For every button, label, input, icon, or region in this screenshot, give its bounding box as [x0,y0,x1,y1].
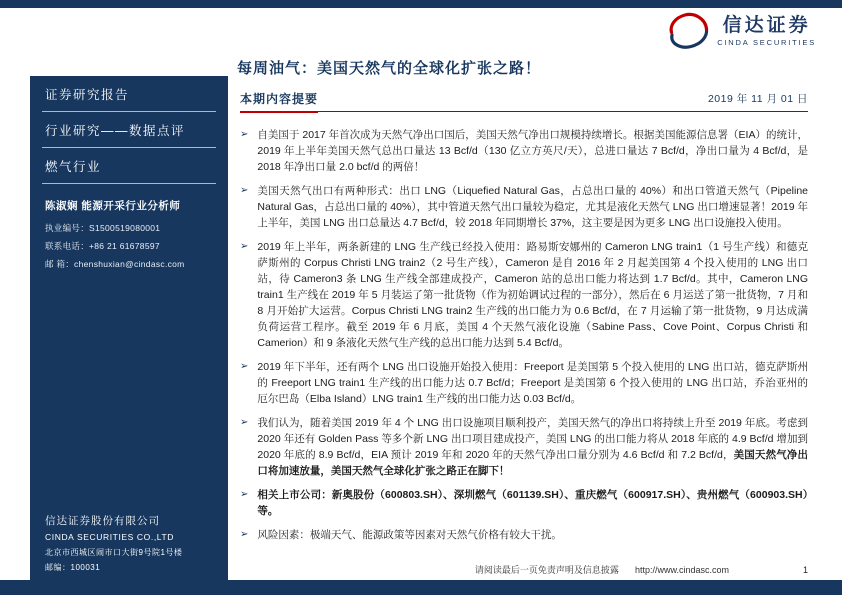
sidebar [30,76,228,595]
page-number: 1 [802,565,808,575]
summary-bullets [240,127,808,551]
bottom-accent-bar [0,580,842,595]
bullet-item [240,487,808,519]
brand-logo [666,11,816,51]
bullet-item [240,359,808,407]
brand-name-en: CINDA SECURITIES [717,38,816,47]
company-info [45,513,222,573]
bullet-marker-icon: ➢ [240,361,249,372]
bullet-item [240,183,808,231]
bullet-item [240,127,808,175]
bullet-text: 相关上市公司：新奥股份（600803.SH）、深圳燃气（601139.SH）、重庆燃气（600917.SH）、贵州燃气（600903.SH）等。 [257,489,808,517]
bullet-text: 2019 年下半年，还有两个 LNG 出口设施开始投入使用：Freeport 是美国第 5 个投入使用的 LNG 出口站，德克萨斯州的 Freeport LNG train1 生产线的出口能力达 0.7 Bcf/d；Freeport 是美国第 6 个投入使用的 LNG 出口站，乔治亚州的厄尔巴岛（Elba Island）LNG train1 生产线的出口能力达 0.03 Bcf/d。 [257,361,808,405]
brand-logo-text [717,15,816,47]
company-postcode: 邮编：100031 [45,563,101,572]
company-name-cn: 信达证券股份有限公司 [45,515,160,527]
bullet-marker-icon: ➢ [240,489,249,500]
analyst-name: 陈淑娴 能源开采行业分析师 [45,200,181,212]
bullet-marker-icon: ➢ [240,241,249,252]
bullet-text: 美国天然气出口有两种形式：出口 LNG（Liquefied Natural Gas，占总出口量的 40%）和出口管道天然气（Pipeline Natural Gas，占总出口量的 40%），其中管道天然气出口量较为稳定，尤其是液化天然气 LNG 出口增速显著！2019 年上半年，美国 LNG 出口总量达 4.7 Bcf/d，较 2018 年同期增长 37%，这主要是因为更多 LNG 出口设施投入使用。 [257,185,808,229]
analyst-phone: 联系电话：+86 21 61678597 [45,241,160,251]
summary-section-label: 本期内容提要 [240,90,318,113]
footer-url[interactable]: http://www.cindasc.com [634,565,729,575]
analyst-info [45,198,213,270]
company-address: 北京市西城区闹市口大街9号院1号楼 [45,548,183,557]
report-date: 2019 年 11 月 01 日 [707,93,808,105]
sidebar-item-report-type: 证券研究报告 [42,76,216,112]
analyst-cert-number: 执业编号：S1500519080001 [45,223,161,233]
cinda-logo-mark [666,11,710,51]
brand-name-cn: 信达证券 [722,15,811,36]
bullet-item [240,415,808,479]
bullet-marker-icon: ➢ [240,529,249,540]
sidebar-item-research-category: 行业研究——数据点评 [42,112,216,148]
sidebar-item-industry: 燃气行业 [42,148,216,184]
company-name-en: CINDA SECURITIES CO.,LTD [45,532,175,542]
page-title: 每周油气：美国天然气的全球化扩张之路！ [237,60,542,77]
bullet-text: 自美国于 2017 年首次成为天然气净出口国后，美国天然气净出口规模持续增长。根据美国能源信息署（EIA）的统计，2019 年上半年美国天然气总出口量达 13 Bcf/d（130 亿立方英尺/天），总进口量达 7 Bcf/d，净出口量为 4 Bcf/d，是 2018 年净出口量 2.0 bcf/d 的两倍！ [257,129,808,173]
footer-disclaimer: 请阅读最后一页免责声明及信息披露 [474,565,619,575]
top-accent-bar [0,0,842,8]
bullet-item [240,239,808,351]
bullet-item [240,527,808,543]
bullet-marker-icon: ➢ [240,417,249,428]
analyst-email[interactable]: 邮 箱：chenshuxian@cindasc.com [45,259,185,269]
bullet-text: 风险因素：极端天气、能源政策等因素对天然气价格有较大干扰。 [257,529,562,541]
summary-header [240,90,808,112]
bullet-marker-icon: ➢ [240,129,249,140]
bullet-marker-icon: ➢ [240,185,249,196]
bullet-text: 我们认为，随着美国 2019 年 4 个 LNG 出口设施项目顺利投产，美国天然气的净出口将持续上升至 2019 年底。考虑到 2020 年还有 Golden Pass 等多个新 LNG 出口项目建成投产，美国 LNG 的出口能力将从 2018 年底的 4.9 Bcf/d 增加到 2020 年底的 8.9 Bcf/d，EIA 预计 2019 年和 2020 年的天然气净出口量分别为 4.6 Bcf/d 和 7.2 Bcf/d，美国天然气净出口将加速放量，美国天然气全球化扩张之路正在脚下！ [257,417,809,477]
bullet-text: 2019 年上半年，两条新建的 LNG 生产线已经投入使用：路易斯安娜州的 Cameron LNG train1（1 号生产线）和德克萨斯州的 Corpus Christi LNG train2（2 号生产线），Cameron 是自 2016 年 2 月起美国第 4 个投入使用的 LNG 出口站，待 Cameron3 条 LNG 生产线全部建成投产，Cameron 站的总出口能力将达到 1.7 Bcf/d。其中，Cameron LNG train1 生产线在 2019 年 5 月装运了第一批货物（作为初始调试过程的一部分），然后在 6 月运送了第一批货物，7 月和 8 月开始扩大运营。Corpus Christi LNG train2 生产线的出口能力为 0.6 Bcf/d，在 7 月运输了第一批货物，9 月达成满负荷运营工程序。截至 2019 年 6 月底，美国 4 个天然气液化设施（Sabine Pass、Cove Point、Corpus Christi 和 Camerion）和 9 条液化天然气生产线的总出口能力达到 5.4 Bcf/d。 [257,241,808,349]
footer-note [475,563,808,576]
